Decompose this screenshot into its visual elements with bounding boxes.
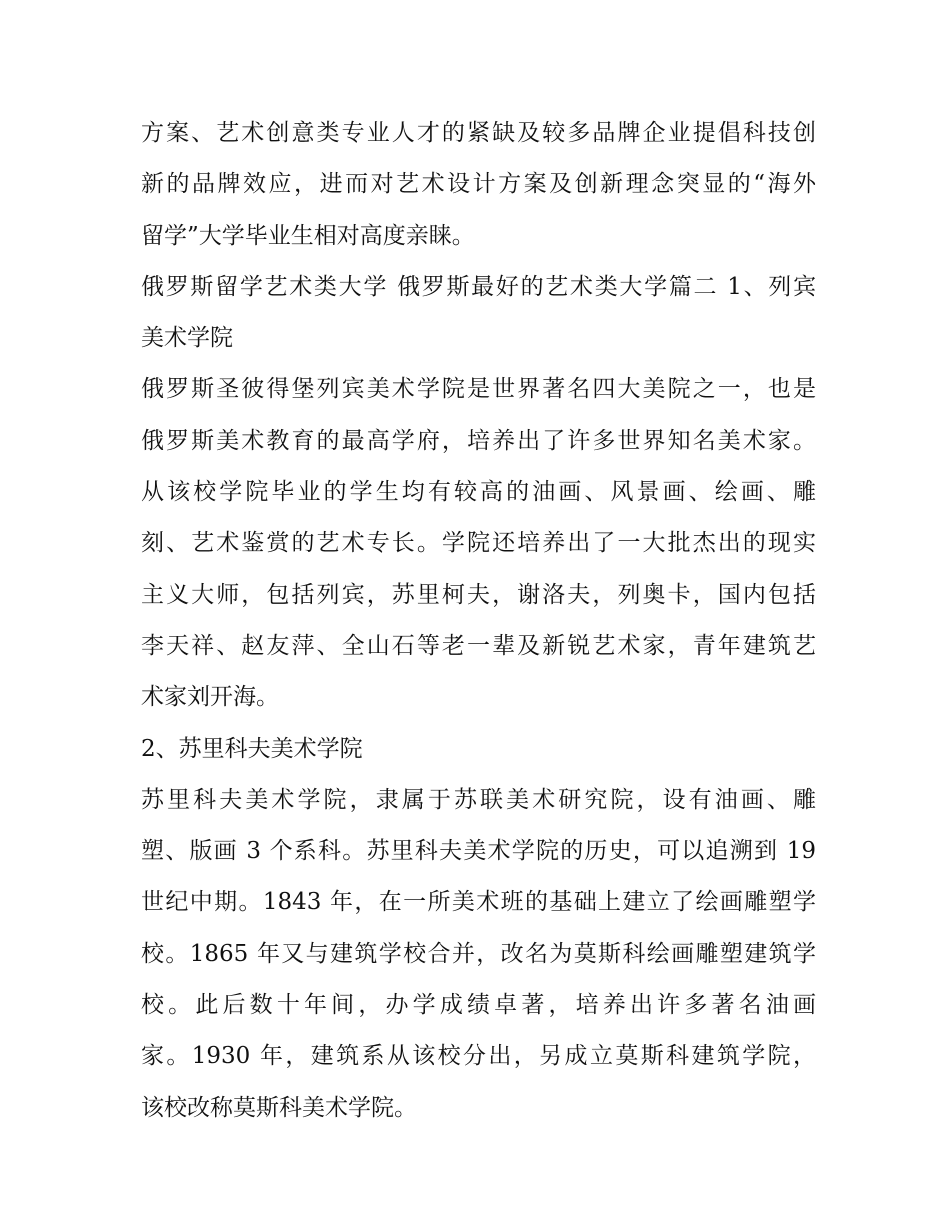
paragraph-surikov-academy: [141, 775, 816, 1134]
text-line: 留学”大学毕业生相对高度亲睐。: [141, 222, 475, 249]
text-line: 方案、艺术创意类专业人才的紧缺及较多品牌企业提倡科技创: [141, 120, 816, 146]
text-line: 美术学院: [141, 325, 233, 352]
section-heading-surikov: [141, 724, 816, 775]
text-line: 校。此后数十年间，办学成绩卓著，培养出许多著名油画: [141, 992, 816, 1019]
document-body: [141, 108, 816, 1134]
text-line: 2、苏里科夫美术学院: [141, 735, 363, 762]
text-line: 该校改称莫斯科美术学院。: [141, 1094, 417, 1121]
text-line: 世纪中期。1843 年，在一所美术班的基础上建立了绘画雕塑学: [141, 889, 816, 916]
text-line: 从该校学院毕业的学生均有较高的油画、风景画、绘画、雕: [141, 479, 816, 506]
text-line: 校。1865 年又与建筑学校合并，改名为莫斯科绘画雕塑建筑学: [141, 940, 816, 967]
paragraph-overseas-study: [141, 108, 816, 262]
section-heading-repin: [141, 262, 816, 365]
text-line: 俄罗斯留学艺术类大学 俄罗斯最好的艺术类大学篇二 1、列宾: [141, 273, 816, 300]
text-line: 塑、版画 3 个系科。苏里科夫美术学院的历史，可以追溯到 19: [141, 838, 816, 865]
text-line: 苏里科夫美术学院，隶属于苏联美术研究院，设有油画、雕: [141, 786, 816, 813]
paragraph-repin-academy: [141, 364, 816, 723]
text-line: 术家刘开海。: [141, 684, 279, 711]
text-line: 俄罗斯圣彼得堡列宾美术学院是世界著名四大美院之一，也是: [141, 376, 816, 403]
text-line: 家。1930 年，建筑系从该校分出，另成立莫斯科建筑学院，: [141, 1043, 816, 1070]
text-line: 俄罗斯美术教育的最高学府，培养出了许多世界知名美术家。: [141, 427, 816, 454]
text-line: 新的品牌效应，进而对艺术设计方案及创新理念突显的“海外: [141, 171, 816, 198]
text-line: 主义大师，包括列宾，苏里柯夫，谢洛夫，列奥卡，国内包括: [141, 581, 816, 608]
text-line: 李天祥、赵友萍、全山石等老一辈及新锐艺术家，青年建筑艺: [141, 632, 816, 659]
text-line: 刻、艺术鉴赏的艺术专长。学院还培养出了一大批杰出的现实: [141, 530, 816, 557]
